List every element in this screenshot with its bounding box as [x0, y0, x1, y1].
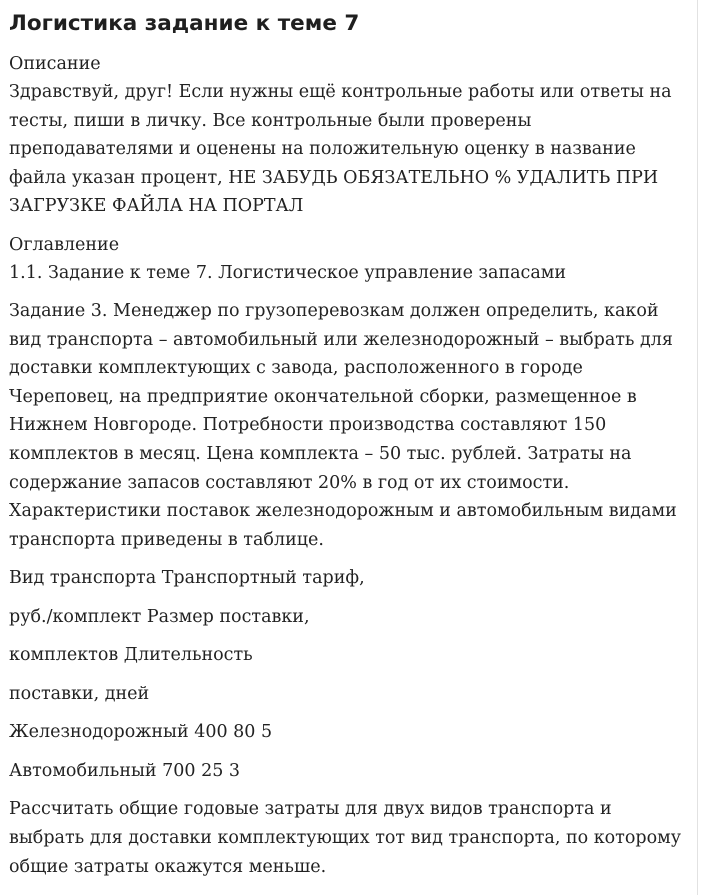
document-title: Логистика задание к теме 7	[9, 11, 360, 36]
table-line: Автомобильный 700 25 3	[9, 760, 241, 781]
table-line: Вид транспорта Транспортный тариф,	[9, 568, 365, 589]
toc-item[interactable]: 1.1. Задание к теме 7. Логистическое управление запасами	[9, 262, 567, 283]
table-line: руб./комплект Размер поставки,	[9, 606, 310, 627]
description-heading: Описание	[9, 54, 101, 74]
toc-heading: Оглавление	[9, 234, 120, 255]
task-text: Задание 3. Менеджер по грузоперевозкам должен определить, какой вид транспорта – автомобильный или железнодорожный – выбрать для доставки комплектующих с завода, расположенного в городе Череповец, на предприятие окончательной сборки, размещенное в Нижнем Новгороде. Потребности производства составляют 150 комплектов в месяц. Цена комплекта – 50 тыс. рублей. Затраты на содержание запасов составляют 20% в год от их стоимости. Характеристики поставок железнодорожным и автомобильным видами транспорта приведены в таблице.	[9, 300, 677, 550]
table-line: Железнодорожный 400 80 5	[9, 722, 273, 743]
table-line: поставки, дней	[9, 683, 150, 704]
table-line: комплектов Длительность	[9, 645, 253, 666]
conclusion-text: Рассчитать общие годовые затраты для двух видов транспорта и выбрать для доставки комплектующих тот вид транспорта, по которому общие затраты окажутся меньше.	[9, 799, 682, 877]
description-text: Здравствуй, друг! Если нужны ещё контрольные работы или ответы на тесты, пиши в личку. Все контрольные были проверены преподавателями и оценены на положительную оценку в название файла указан процент, НЕ ЗАБУДЬ ОБЯЗАТЕЛЬНО % УДАЛИТЬ ПРИ ЗАГРУЗКЕ ФАЙЛА НА ПОРТАЛ	[9, 82, 672, 217]
